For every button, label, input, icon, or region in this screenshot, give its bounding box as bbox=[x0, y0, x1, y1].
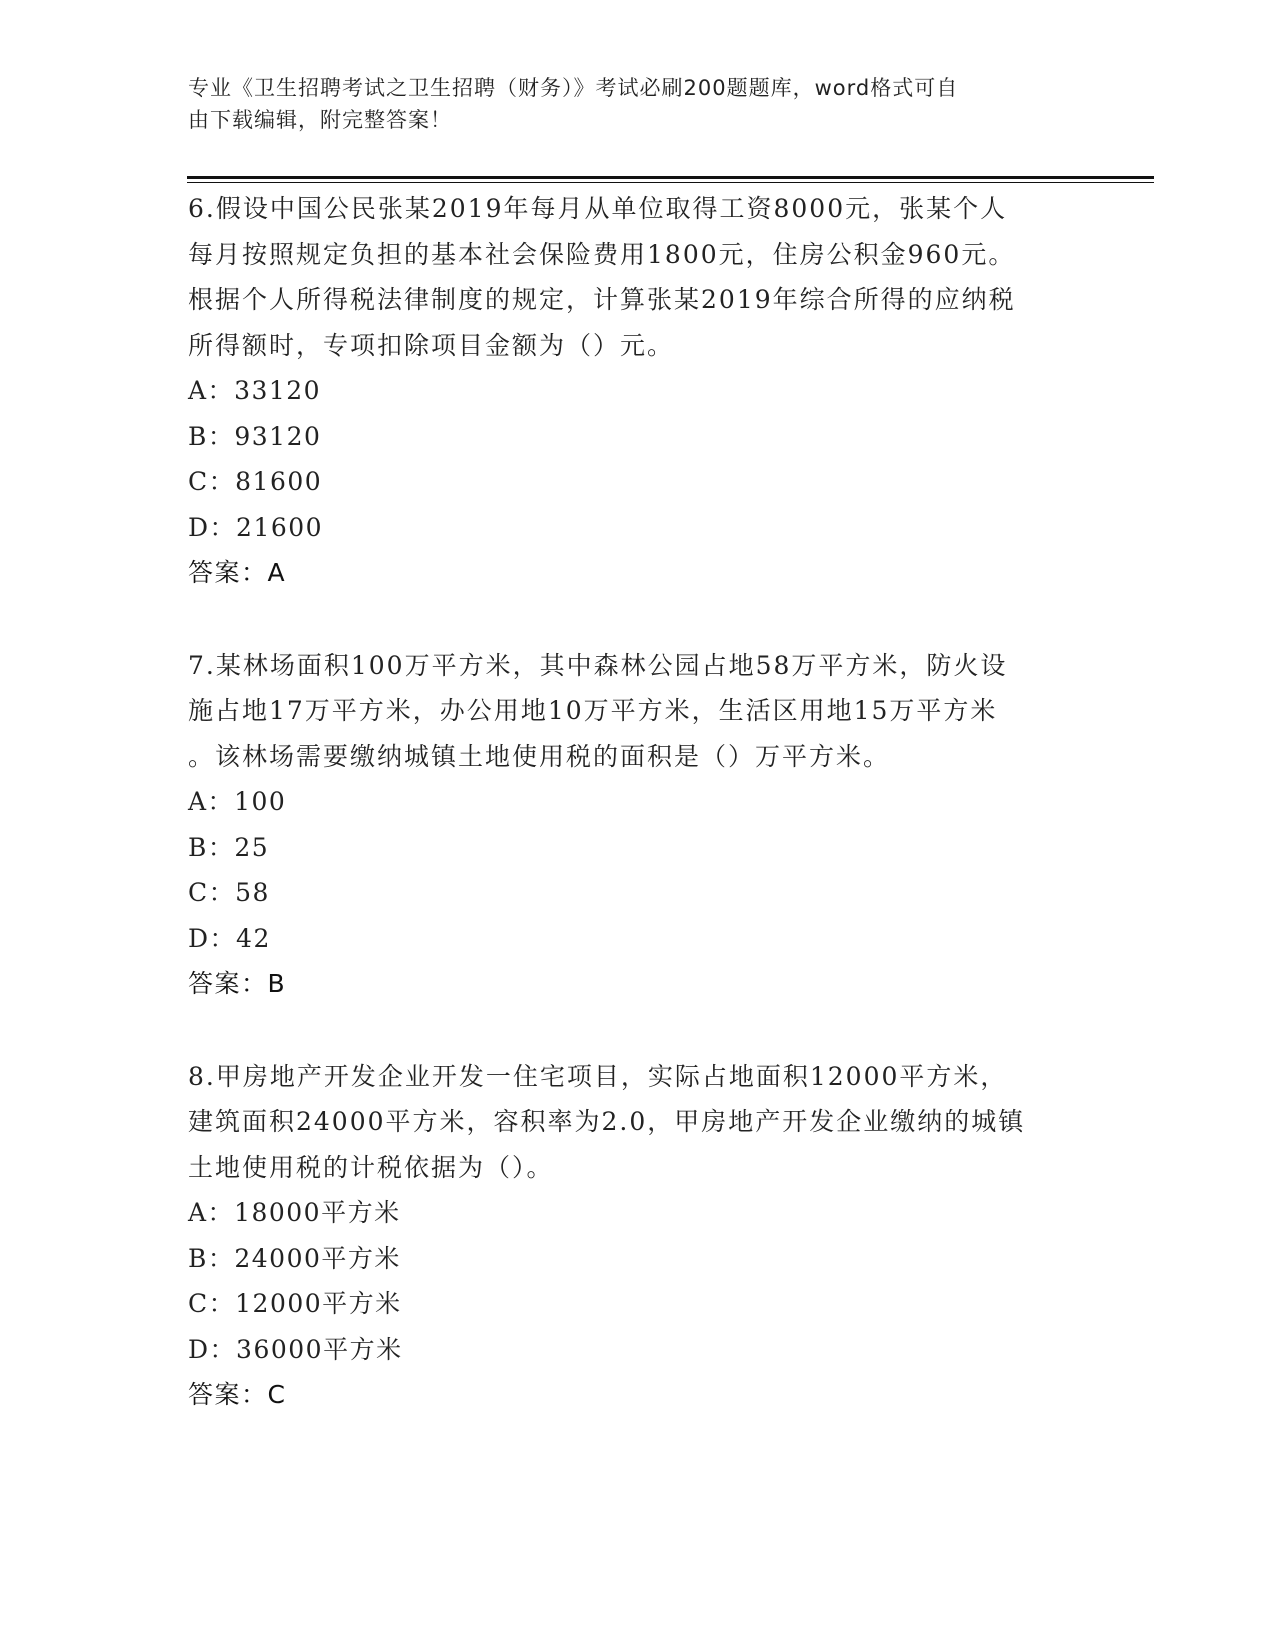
answer-line: 答案：A bbox=[188, 558, 287, 587]
document-header bbox=[188, 72, 1068, 136]
option-c bbox=[188, 870, 1088, 916]
question-6 bbox=[188, 186, 1088, 596]
option-label: D： bbox=[188, 923, 237, 953]
option-text: 42 bbox=[236, 923, 271, 953]
option-text: 100 bbox=[234, 787, 287, 816]
question-stem bbox=[188, 643, 1088, 780]
option-label: D： bbox=[188, 512, 237, 542]
option-label: C： bbox=[188, 878, 236, 907]
option-b bbox=[188, 1236, 1088, 1282]
option-d bbox=[188, 1327, 1088, 1373]
stem-line: 。该林场需要缴纳城镇土地使用税的面积是（）万平方米。 bbox=[188, 741, 891, 771]
option-text: 12000平方米 bbox=[235, 1289, 402, 1318]
option-label: A： bbox=[188, 1198, 235, 1227]
question-stem bbox=[188, 1054, 1088, 1191]
option-text: 25 bbox=[234, 832, 270, 862]
header-line-2: 由下载编辑，附完整答案！ bbox=[188, 108, 452, 132]
stem-line: 8.甲房地产开发企业开发一住宅项目，实际占地面积12000平方米， bbox=[188, 1061, 1008, 1091]
option-text: 93120 bbox=[234, 421, 322, 451]
option-label: C： bbox=[188, 467, 236, 496]
question-list bbox=[188, 186, 1088, 1465]
question-stem bbox=[188, 186, 1088, 368]
option-label: D： bbox=[188, 1334, 237, 1364]
option-c bbox=[188, 1281, 1088, 1327]
stem-line: 7.某林场面积100万平方米，其中森林公园占地58万平方米，防火设 bbox=[188, 650, 1008, 680]
stem-line: 施占地17万平方米，办公用地10万平方米，生活区用地15万平方米 bbox=[188, 696, 998, 725]
stem-line: 6.假设中国公民张某2019年每月从单位取得工资8000元，张某个人 bbox=[188, 194, 1008, 223]
option-b bbox=[188, 825, 1088, 871]
stem-line: 每月按照规定负担的基本社会保险费用1800元，住房公积金960元。 bbox=[188, 239, 1016, 269]
answer-line: 答案：C bbox=[188, 1380, 287, 1409]
option-label: A： bbox=[188, 787, 235, 816]
option-label: B： bbox=[188, 1243, 235, 1273]
option-a bbox=[188, 368, 1088, 414]
question-7 bbox=[188, 643, 1088, 1007]
option-text: 21600 bbox=[236, 512, 324, 542]
option-d bbox=[188, 505, 1088, 551]
stem-line: 土地使用税的计税依据为（）。 bbox=[188, 1152, 554, 1182]
option-label: A： bbox=[188, 376, 235, 405]
header-divider-thin bbox=[187, 182, 1154, 183]
option-label: C： bbox=[188, 1289, 236, 1318]
option-label: B： bbox=[188, 832, 235, 862]
option-text: 18000平方米 bbox=[234, 1198, 401, 1227]
option-a bbox=[188, 1190, 1088, 1236]
question-8 bbox=[188, 1054, 1088, 1418]
stem-line: 所得额时，专项扣除项目金额为（）元。 bbox=[188, 330, 675, 360]
option-text: 81600 bbox=[235, 467, 323, 496]
option-text: 58 bbox=[235, 878, 270, 907]
answer-line: 答案：B bbox=[188, 969, 287, 998]
option-a bbox=[188, 779, 1088, 825]
option-d bbox=[188, 916, 1088, 962]
option-c bbox=[188, 459, 1088, 505]
option-text: 33120 bbox=[234, 376, 322, 405]
option-label: B： bbox=[188, 421, 235, 451]
header-line-1: 专业《卫生招聘考试之卫生招聘（财务）》考试必刷200题题库，word格式可自 bbox=[188, 76, 959, 100]
option-text: 24000平方米 bbox=[234, 1243, 401, 1273]
header-divider-thick bbox=[187, 176, 1154, 179]
stem-line: 建筑面积24000平方米，容积率为2.0，甲房地产开发企业缴纳的城镇 bbox=[188, 1107, 1026, 1136]
stem-line: 根据个人所得税法律制度的规定，计算张某2019年综合所得的应纳税 bbox=[188, 285, 1016, 314]
option-text: 36000平方米 bbox=[236, 1334, 403, 1364]
option-b bbox=[188, 414, 1088, 460]
